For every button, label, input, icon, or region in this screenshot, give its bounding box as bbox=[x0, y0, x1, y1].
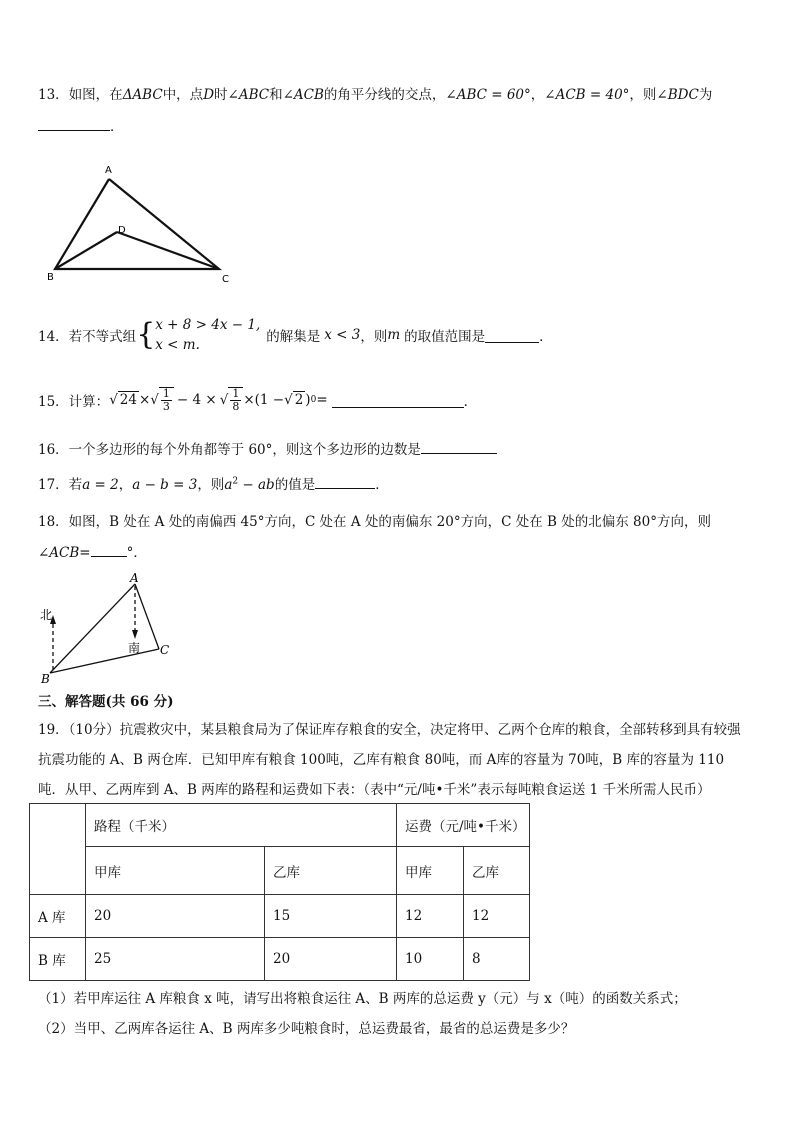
table-cell: 12 bbox=[464, 895, 530, 938]
answer-blank[interactable] bbox=[38, 116, 110, 131]
subheader-cell: 乙库 bbox=[265, 847, 397, 895]
section-heading: 三、解答题(共 66 分) bbox=[38, 694, 174, 710]
north-label: 北 bbox=[40, 608, 53, 622]
answer-blank[interactable] bbox=[332, 393, 464, 408]
table-cell: 8 bbox=[464, 938, 530, 981]
q18-direction-figure bbox=[36, 568, 176, 686]
fraction-1-3: $\frac{1}{3}$ bbox=[162, 387, 170, 413]
inequality-system: x + 8 > 4x − 1, x < m. bbox=[155, 317, 261, 353]
south-arrow-icon bbox=[132, 630, 138, 639]
triangle-edges bbox=[55, 179, 219, 269]
q14-line: 14．若不等式组 { x + 8 > 4x − 1, x < m. 的解集是 x < 3 ，则 m 的取值范围是 ． bbox=[38, 317, 553, 353]
table-cell: 12 bbox=[397, 895, 464, 938]
sqrt-2: √ 2 bbox=[284, 392, 304, 408]
q15-line: 15．计算： √ 24 × √ $\frac{1}{3}$ − 4 × √ $\frac{1}{8}$ ×(1 − √ 2 ) 0 = ． bbox=[38, 387, 478, 413]
vertex-label-d: D bbox=[118, 225, 126, 236]
q13-answer-line: ． bbox=[38, 115, 124, 135]
cost-header: 运费（元/吨•千米） bbox=[397, 804, 530, 847]
subheader-cell: 甲库 bbox=[86, 847, 265, 895]
table-row bbox=[30, 895, 530, 938]
q19-line-2: 抗震功能的 A、B 两仓库．已知甲库有粮食 100吨，乙库有粮食 80吨，而 A库的容量为 70吨，B 库的容量为 110 bbox=[38, 752, 725, 768]
distance-header: 路程（千米） bbox=[86, 804, 397, 847]
row-label: B 库 bbox=[30, 938, 86, 981]
vertex-label-a: A bbox=[130, 571, 139, 585]
triangle-abc: ΔABC bbox=[122, 87, 163, 103]
table-corner-cell bbox=[30, 804, 86, 895]
vertex-label-a: A bbox=[105, 165, 112, 176]
subheader-cell: 甲库 bbox=[397, 847, 464, 895]
answer-blank[interactable] bbox=[421, 439, 497, 454]
answer-blank[interactable] bbox=[485, 328, 539, 343]
subheader-cell: 乙库 bbox=[464, 847, 530, 895]
q13-number: 13． bbox=[38, 87, 69, 103]
table-cell: 10 bbox=[397, 938, 464, 981]
q18-answer-line: ∠ACB= °． bbox=[38, 541, 147, 561]
vertex-label-c: C bbox=[160, 643, 170, 657]
q19-part-2: （2）当甲、乙两库各运往 A、B 两库多少吨粮食时，总运费最省，最省的总运费是多少？ bbox=[38, 1021, 575, 1037]
q16-line: 16．一个多边形的每个外角都等于 60°，则这个多边形的边数是 bbox=[38, 438, 497, 458]
table-header-row bbox=[30, 804, 530, 847]
sqrt-24: √ 24 bbox=[109, 392, 137, 408]
vertex-label-b: B bbox=[47, 272, 54, 283]
answer-blank[interactable] bbox=[91, 542, 127, 557]
q18-line: 18．如图，B 处在 A 处的南偏西 45°方向，C 处在 A 处的南偏东 20°方向，C 处在 B 处的北偏东 80°方向，则 bbox=[38, 514, 711, 530]
route-cost-table bbox=[29, 803, 530, 981]
q13-triangle-figure bbox=[40, 160, 240, 285]
table-cell: 15 bbox=[265, 895, 397, 938]
q17-line: 17．若a = 2，a − b = 3，则$a^2$ − ab的值是 ． bbox=[38, 473, 389, 493]
answer-blank[interactable] bbox=[315, 474, 375, 489]
vertex-label-b: B bbox=[41, 672, 50, 686]
table-cell: 20 bbox=[86, 895, 265, 938]
direction-lines bbox=[50, 584, 159, 673]
row-label: A 库 bbox=[30, 895, 86, 938]
fraction-1-8: $\frac{1}{8}$ bbox=[232, 387, 240, 413]
system-brace: { bbox=[136, 317, 156, 352]
table-cell: 20 bbox=[265, 938, 397, 981]
table-subheader-row bbox=[30, 847, 530, 895]
q19-line-3: 吨．从甲、乙两库到 A、B 两库的路程和运费如下表：（表中“元/吨•千米”表示每吨粮食运送 1 千米所需人民币） bbox=[38, 782, 711, 798]
table-row bbox=[30, 938, 530, 981]
q19-part-1: （1）若甲库运往 A 库粮食 x 吨，请写出将粮食运往 A、B 两库的总运费 y（元）与 x（吨）的函数关系式； bbox=[38, 991, 687, 1007]
table-cell: 25 bbox=[86, 938, 265, 981]
q13-line: 13．如图，在ΔABC中，点D时∠ABC和∠ACB的角平分线的交点，∠ABC = 60°，∠ACB = 40°，则∠BDC为 bbox=[38, 87, 713, 103]
q19-line-1: 19．（10分）抗震救灾中，某县粮食局为了保证库存粮食的安全，决定将甲、乙两个仓库的粮食，全部转移到具有较强 bbox=[38, 722, 741, 738]
vertex-label-c: C bbox=[222, 274, 229, 285]
south-label: 南 bbox=[128, 641, 141, 655]
